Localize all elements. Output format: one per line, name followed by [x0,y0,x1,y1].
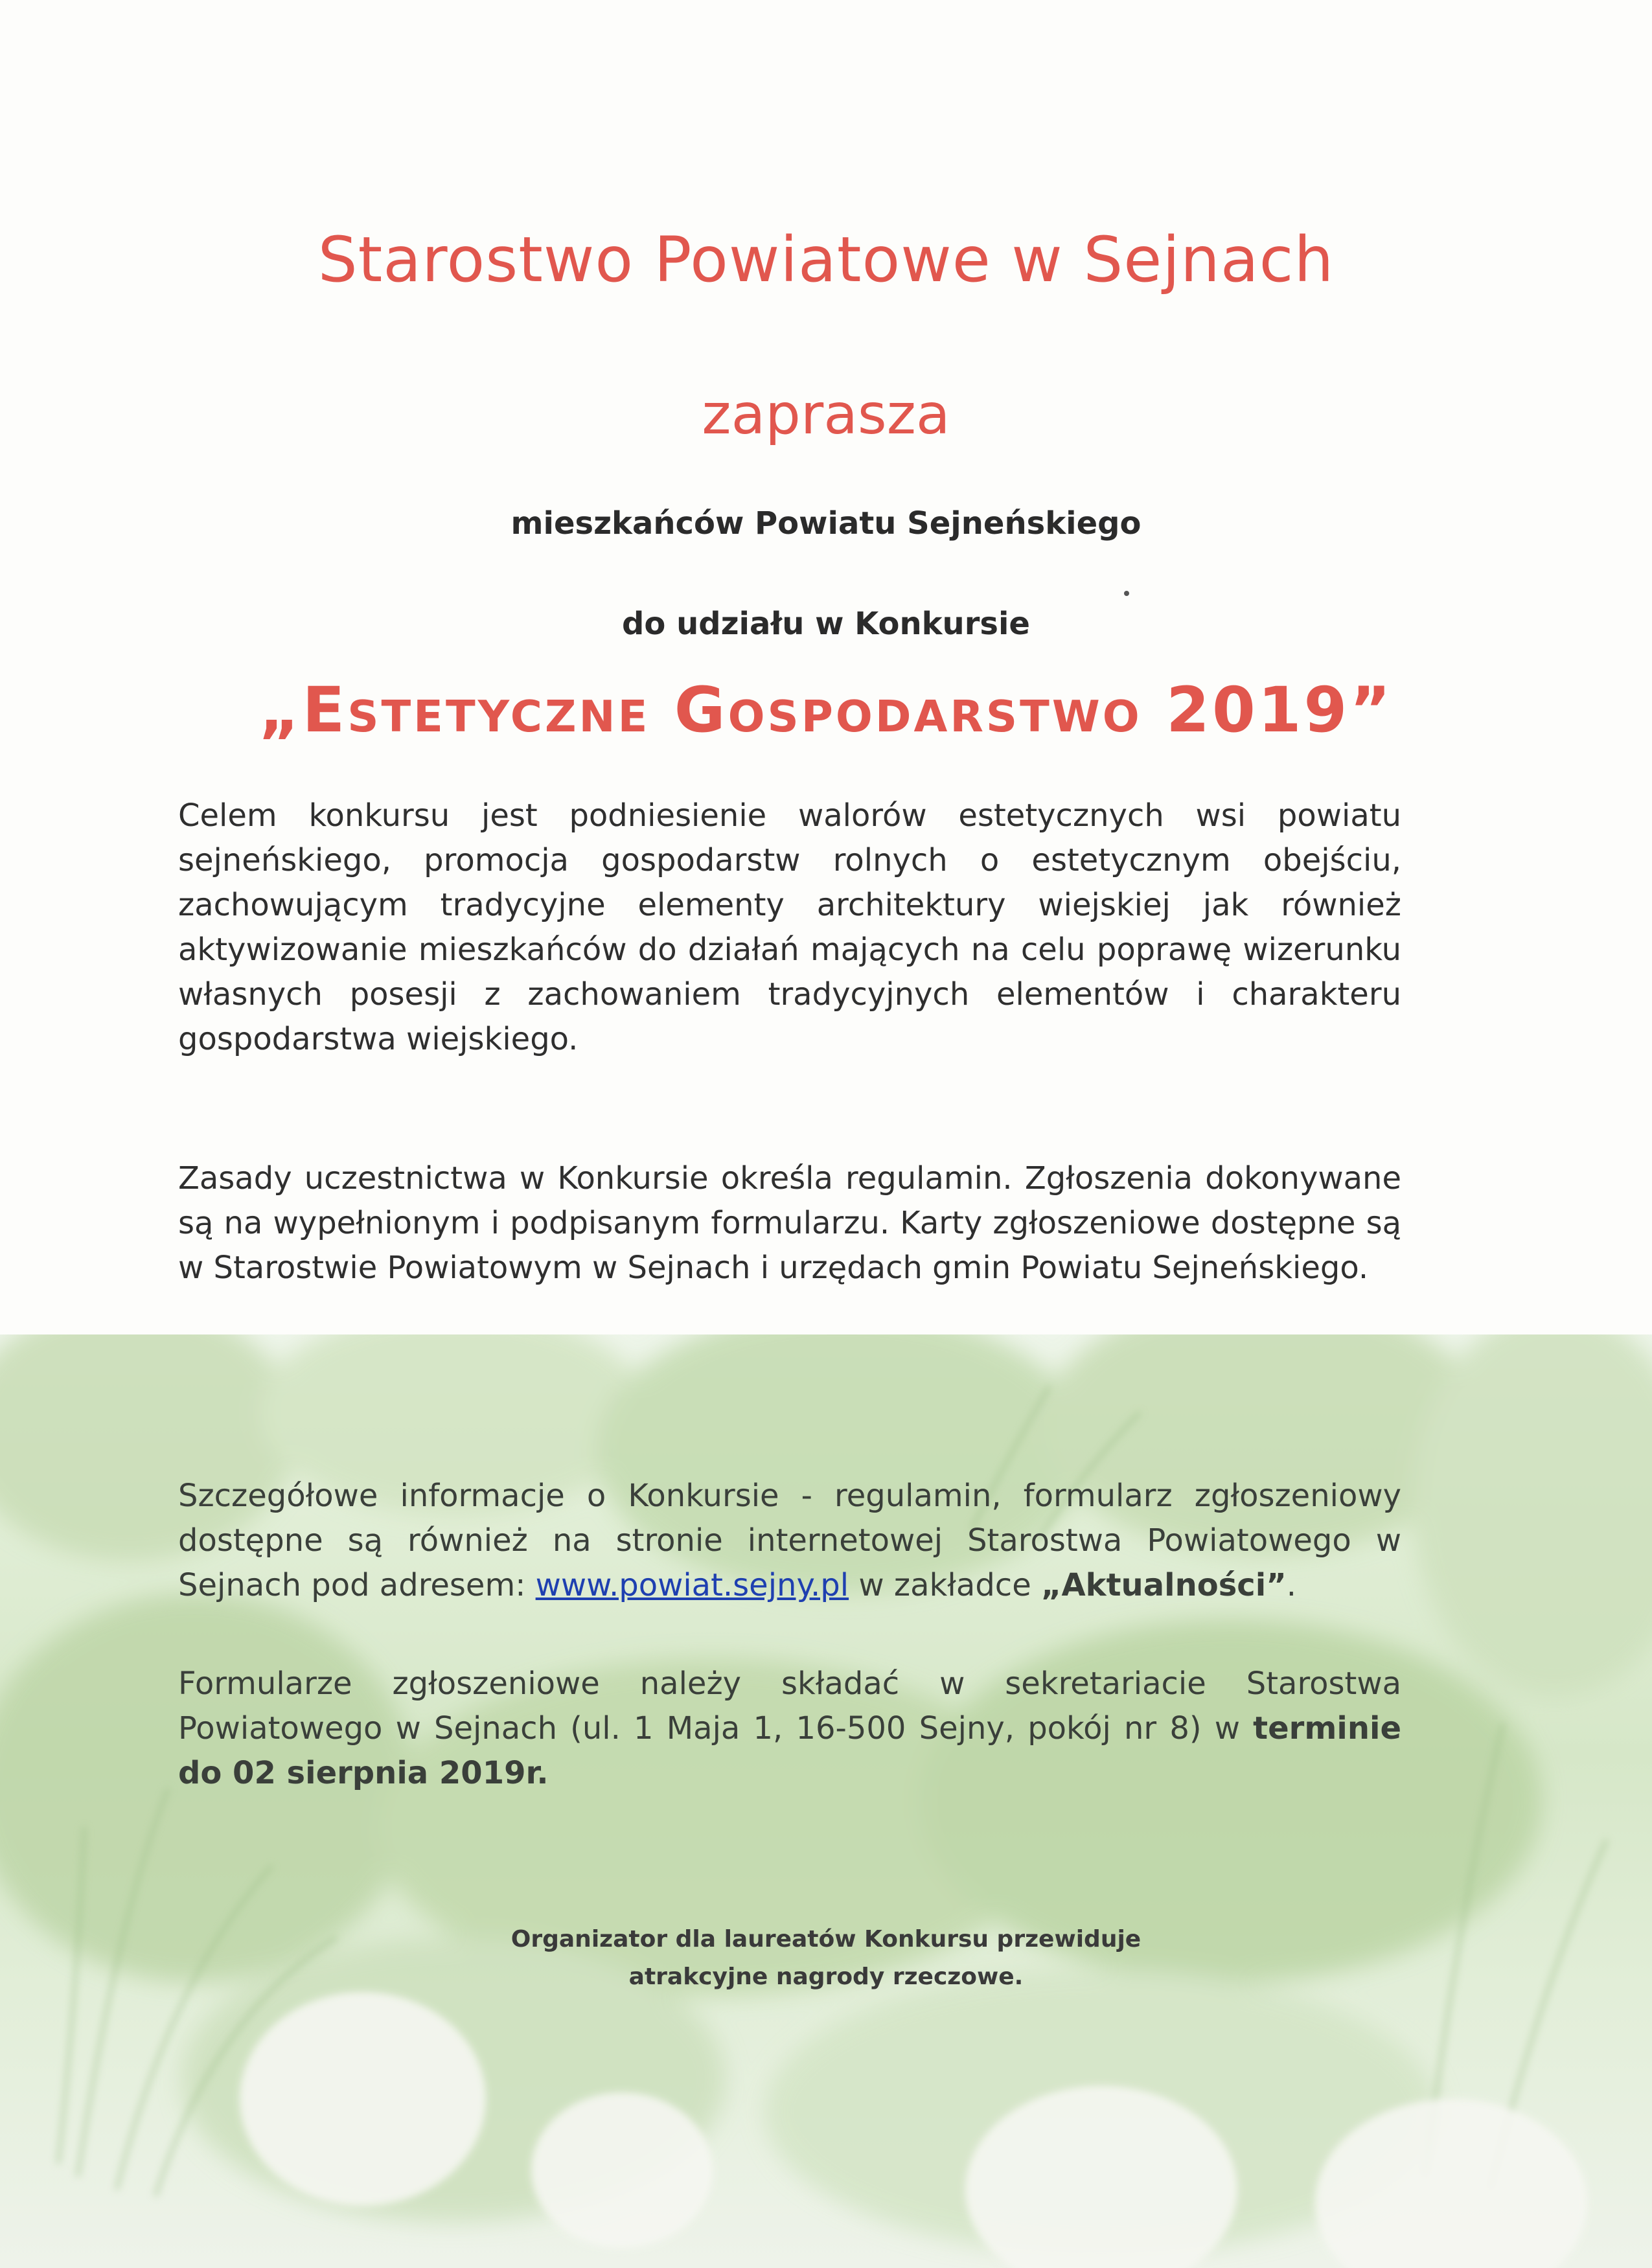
invite-heading: zaprasza [702,382,950,447]
page-title: Starostwo Powiatowe w Sejnach [317,223,1335,296]
details-end: . [1286,1567,1296,1603]
submission-deadline: terminie do 02 sierpnia 2019r. [178,1710,1401,1791]
details-text: Szczegółowe informacje o Konkursie - regulamin, formularz zgłoszeniowy dostępne są również na stronie internetowej Starostwa Powiatowego w Sejnach pod adresem: [178,1478,1401,1603]
prizes-line-2: atrakcyjne nagrody rzeczowe. [628,1964,1024,1990]
rules-paragraph: Zasady uczestnictwa w Konkursie określa regulamin. Zgłoszenia dokonywane są na wypełnionym i podpisanym formularzu. Karty zgłoszeniowe dostępne są w Starostwie Powiatowym w Sejnach i urzędach gmin Powiatu Sejneńskiego. [178,1160,1401,1286]
details-paragraph [178,1474,1401,1608]
contest-name: „Estetyczne Gospodarstwo 2019” [258,674,1394,746]
prizes-note [0,1921,1652,1996]
details-text-2: w zakładce [849,1567,1041,1603]
participation-line: do udziału w Konkursie [622,606,1030,642]
website-link[interactable]: www.powiat.sejny.pl [535,1567,849,1603]
prizes-line-1: Organizator dla laureatów Konkursu przewiduje [511,1926,1141,1953]
news-tab-name: „Aktualności” [1040,1567,1287,1603]
submission-paragraph [178,1662,1401,1796]
residents-line: mieszkańców Powiatu Sejneńskiego [511,505,1141,542]
submission-text: Formularze zgłoszeniowe należy składać w sekretariacie Starostwa Powiatowego w Sejnach (ul. 1 Maja 1, 16-500 Sejny, pokój nr 8) w [178,1666,1401,1747]
goal-paragraph: Celem konkursu jest podniesienie walorów estetycznych wsi powiatu sejneńskiego, promocja gospodarstw rolnych o estetycznym obejściu, zachowującym tradycyjne elementy architektury wiejskiej jak również aktywizowanie mieszkańców do działań mających na celu poprawę wizerunku własnych posesji z zachowaniem tradycyjnych elementów i charakteru gospodarstwa wiejskiego. [178,797,1401,1057]
scan-speck [1124,591,1129,596]
